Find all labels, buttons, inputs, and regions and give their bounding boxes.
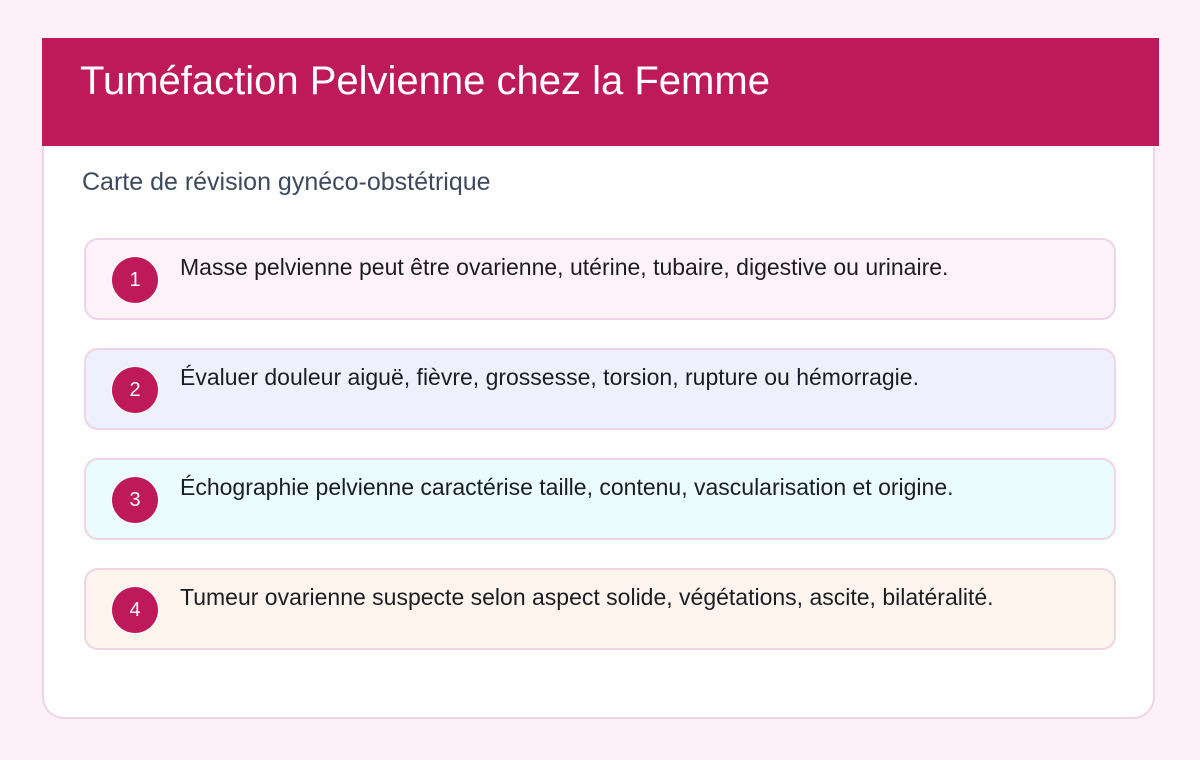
card-header xyxy=(42,38,1159,146)
card-subtitle: Carte de révision gynéco-obstétrique xyxy=(82,168,491,196)
item-text: Échographie pelvienne caractérise taille, contenu, vascularisation et origine. xyxy=(180,474,954,500)
item-text: Masse pelvienne peut être ovarienne, utérine, tubaire, digestive ou urinaire. xyxy=(180,254,949,280)
item-number-badge: 3 xyxy=(112,477,158,523)
list-item xyxy=(84,348,1116,430)
item-number-badge: 1 xyxy=(112,257,158,303)
list-item xyxy=(84,458,1116,540)
list-item xyxy=(84,568,1116,650)
item-number-badge: 4 xyxy=(112,587,158,633)
list-item xyxy=(84,238,1116,320)
item-text: Tumeur ovarienne suspecte selon aspect solide, végétations, ascite, bilatéralité. xyxy=(180,584,994,610)
item-text: Évaluer douleur aiguë, fièvre, grossesse, torsion, rupture ou hémorragie. xyxy=(180,364,919,390)
item-number-badge: 2 xyxy=(112,367,158,413)
card-title: Tuméfaction Pelvienne chez la Femme xyxy=(80,59,770,103)
